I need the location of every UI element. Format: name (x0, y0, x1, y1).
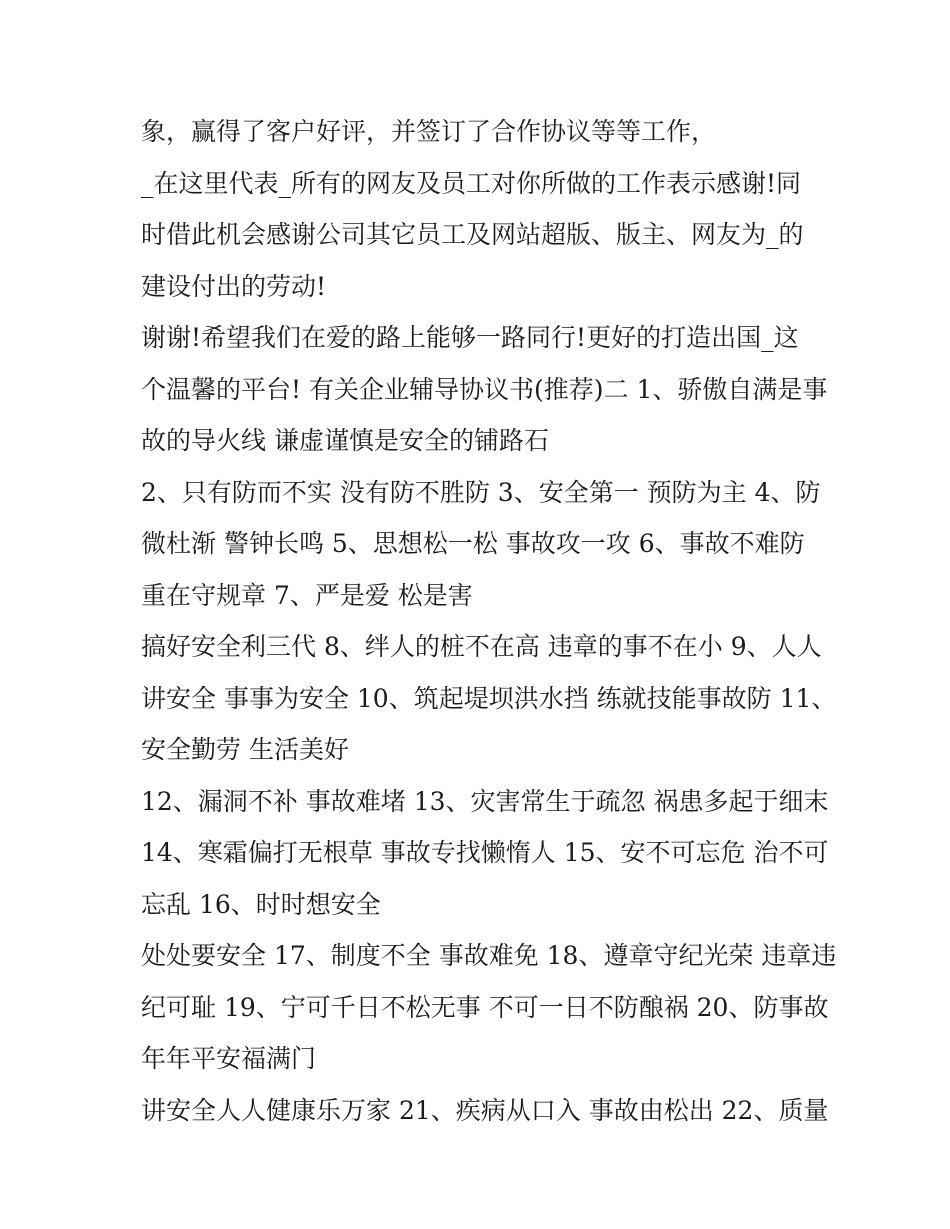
text-line: _在这里代表_所有的网友及员工对你所做的工作表示感谢!同 (141, 168, 802, 198)
text-line: 12、漏洞不补 事故难堵 13、灾害常生于疏忽 祸患多起于细末 (141, 786, 829, 816)
text-line: 安全勤劳 生活美好 (141, 735, 349, 764)
text-line: 处处要安全 17、制度不全 事故难免 18、遵章守纪光荣 违章违 (141, 941, 837, 970)
text-line: 个温馨的平台! 有关企业辅导协议书(推荐)二 1、骄傲自满是事 (141, 374, 828, 404)
text-line: 微杜渐 警钟长鸣 5、思想松一松 事故攻一攻 6、事故不难防 (141, 529, 805, 558)
text-line: 年年平安福满门 (141, 1044, 317, 1073)
text-line: 搞好安全利三代 8、绊人的桩不在高 违章的事不在小 9、人人 (141, 632, 822, 661)
text-line: 讲安全 事事为安全 10、筑起堤坝洪水挡 练就技能事故防 11、 (141, 683, 837, 713)
text-line: 纪可耻 19、宁可千日不松无事 不可一日不防酿祸 20、防事故 (141, 992, 829, 1022)
text-line: 重在守规章 7、严是爱 松是害 (141, 580, 473, 610)
body-text (141, 106, 837, 1136)
text-line: 故的导火线 谦虚谨慎是安全的铺路石 (141, 426, 549, 455)
text-line: 象，赢得了客户好评，并签订了合作协议等等工作， (141, 117, 717, 146)
text-line: 时借此机会感谢公司其它员工及网站超版、版主、网友为_的 (141, 220, 804, 249)
text-line: 建设付出的劳动! (141, 271, 327, 301)
text-line: 14、寒霜偏打无根草 事故专找懒惰人 15、安不可忘危 治不可 (141, 838, 829, 867)
text-line: 讲安全人人健康乐万家 21、疾病从口入 事故由松出 22、质量 (141, 1095, 829, 1125)
text-line: 2、只有防而不实 没有防不胜防 3、安全第一 预防为主 4、防 (141, 477, 821, 507)
text-line: 忘乱 16、时时想安全 (141, 889, 381, 919)
text-line: 谢谢!希望我们在爱的路上能够一路同行!更好的打造出国_这 (141, 323, 799, 352)
